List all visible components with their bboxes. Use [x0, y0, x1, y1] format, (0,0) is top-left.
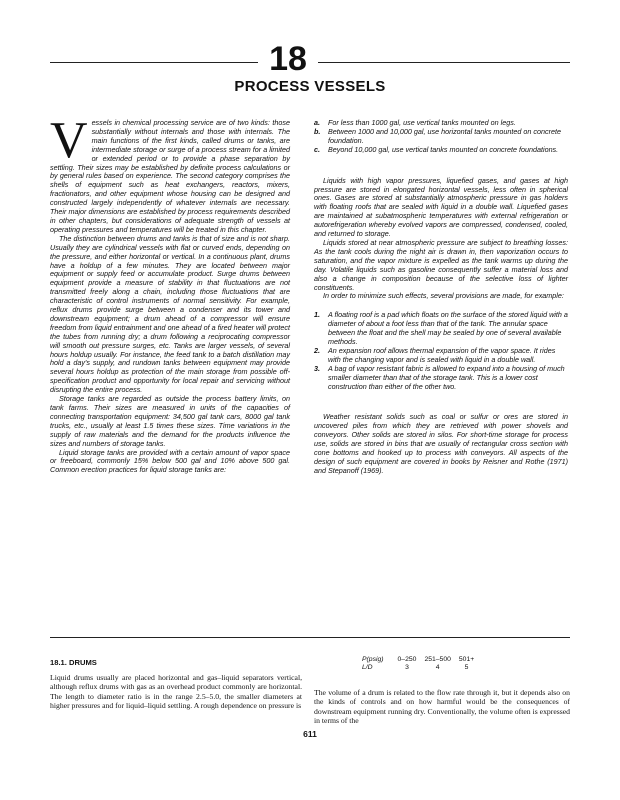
intro-text: essels in chemical processing service are of two kinds: those substantially without internals and those with internals. The main functions of the first kinds, called drums or tanks, are intermediate storage or surge of a process stream for a limited or extended period or to provide a phase separation by settling. Their sizes may be established by definite process calculations or by general rules based on experience. The second category comprises the shells of equipment such as heat exchangers, reactors, mixers, fractionators, and other equipment whose housing can be designed and constructed largely independently of whatever internals are necessary. Their major dimensions are established by process requirements described in other chapters, but considerations of adequate strength of vessels at operating pressures and temperatures will be treated in this chapter. [50, 118, 290, 234]
list-item: c. Beyond 10,000 gal, use vertical tanks mounted on concrete foundations. [314, 144, 559, 154]
solids-storage-paragraph: Weather resistant solids such as coal or sulfur or ores are stored in uncovered piles from which they are retrieved with power shovels and conveyors. Other solids are stored in silos. For short-time storage for process use, solids are stored in bins that are usually of rectangular cross section with cone bottoms and hooked up to process with conveyors. All aspects of the design of such equipment are covered in books by Reisner and Rothe (1971) and Stepanoff (1969). [314, 412, 568, 475]
list-item: 2. An expansion roof allows thermal expansion of the vapor space. It rides with the changing vapor and is sealed with liquid in a double wall. [314, 345, 556, 364]
section-divider [50, 637, 570, 638]
list-item: 1. A floating roof is a pad which floats on the surface of the stored liquid with a diameter of about a foot less than that of the tank. The annular space between the float and the shell may be sealed by one of several available methods. [314, 310, 568, 347]
provisions-intro-paragraph: In order to minimize such effects, several provisions are made, for example: [323, 291, 564, 301]
section-text: Liquid drums usually are placed horizontal and gas–liquid separators vertical, although reflux drums with gas as an overhead product commonly are horizontal. The length to diameter ratio is in the range 2.5–5.0, the smaller diameters at higher pressures and for liquid–liquid settling. A rough dependence on pressure is [50, 673, 302, 711]
list-item: a. For less than 1000 gal, use vertical tanks mounted on legs. [314, 118, 516, 127]
table-row: L/D 3 4 5 [362, 664, 469, 672]
chapter-number: 18 [269, 40, 307, 78]
breathing-loss-paragraph: Liquids stored at near atmospheric pressure are subject to breathing losses: As the tank cools during the night air is drawn in, then vaporization occurs to saturation, and the vapor mixture is expelled as the tank warms up during the day. Volatile liquids such as gasoline consequently suffer a material loss and also a change in composition because of the selective loss of lighter constituents. [314, 237, 568, 292]
drum-volume-text: The volume of a drum is related to the flow rate through it, but it depends also on the kinds of controls and on how harmful would be the consequences of downstream equipment running dry. Conventionally, the volume often is expressed in terms of the [314, 688, 570, 726]
freeboard-paragraph: Liquid storage tanks are provided with a certain amount of vapor space or freeboard, commonly 15% below 500 gal and 10% above 500 gal. Common erection practices for liquid storage tanks are: [50, 447, 290, 475]
drop-cap: V [50, 112, 88, 169]
page-number: 611 [303, 729, 317, 739]
list-item: b. Between 1000 and 10,000 gal, use horizontal tanks mounted on concrete foundation. [314, 126, 561, 145]
chapter-title: PROCESS VESSELS [234, 78, 386, 95]
section-heading: 18.1. DRUMS [50, 658, 97, 667]
provisions-list [314, 311, 568, 391]
left-column [50, 112, 290, 475]
drums-tanks-paragraph: The distinction between drums and tanks is that of size and is not sharp. Usually they are cylindrical vessels with flat or curved ends, depending on the pressure, and either horizontal or vertical. In a continuous plant, drums have a holdup of a few minutes. They are located between major equipment or supply feed or accumulate product. Surge drums between equipment provide a measure of stability in that fluctuations are not transmitted freely along a chain, including those fluctuations that are characteristic of control instruments of normal sensitivity. For example, reflux drums provide surge between a condenser and its tower and downstream equipment; a drum ahead of a compressor will ensure freedom from liquid entrainment and one ahead of a fired heater will protect the tubes from running dry; a drum following a reciprocating compressor will smooth out pressure surges, etc. Tanks are larger vessels, of several hours holdup usually. For instance, the feed tank to a batch distillation may hold a day's supply, and rundown tanks between equipment may provide several hours holdup as protection of the main storage from possible off-specification product and opportunity for local repair and servicing without disrupting the entire process. [50, 233, 290, 395]
chapter-rule-left [50, 62, 258, 63]
pressure-ratio-table [362, 656, 482, 672]
chapter-rule-right [318, 62, 570, 63]
erection-practices-list [314, 119, 568, 155]
list-item: 3. A bag of vapor resistant fabric is allowed to expand into a housing of much smaller diameter than that of the storage tank. This is a lower cost construction than either of the other two. [314, 363, 565, 391]
intro-paragraph [50, 112, 290, 235]
high-pressure-paragraph: Liquids with high vapor pressures, liquefied gases, and gases at high pressure are stored in elongated horizontal vessels, less often in spherical ones. Gases are stored at substantially atmospheric pressure in gas holders with floating roofs that are sealed with liquid in a double wall. Liquefied gases are maintained at subatmospheric temperatures with external refrigeration or autorefrigeration whereby evolved vapors are compressed, condensed, cooled, and returned to storage. [314, 175, 568, 239]
storage-tanks-paragraph: Storage tanks are regarded as outside the process battery limits, on tank farms. Their sizes are measured in units of the capacities of connecting transportation equipment: 34,500 gal tank cars, 8000 gal tank trucks, etc., usually at least 1.5 times these sizes. Time variations in the supply of raw materials and the demand for the products influence the sizes and numbers of storage tanks. [50, 394, 290, 448]
right-column [314, 119, 568, 476]
table-row: P(psig) 0–250 251–500 501+ [362, 656, 475, 663]
